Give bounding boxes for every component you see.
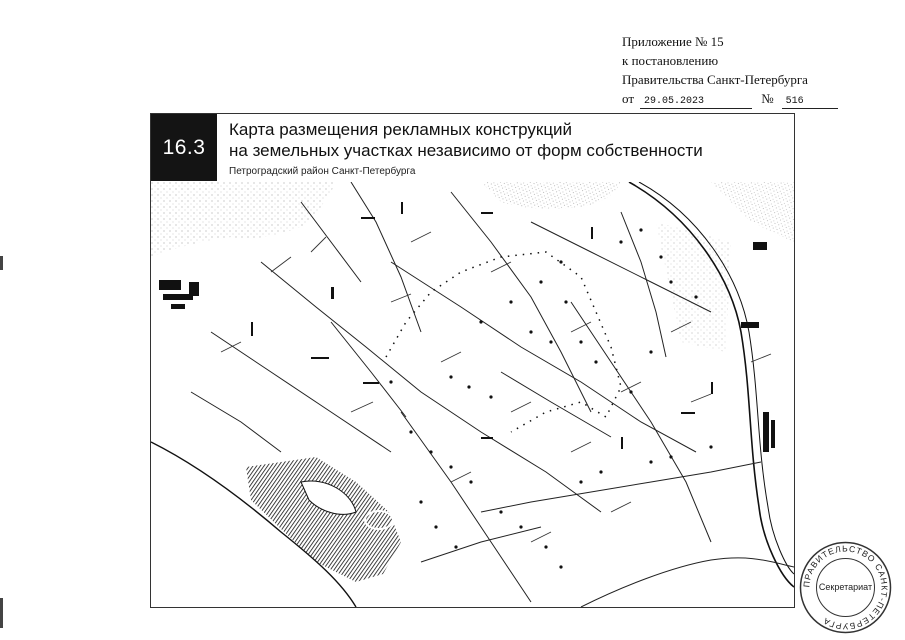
park-hatched [246, 457, 401, 582]
appendix-line-1: Приложение № 15 [622, 34, 724, 49]
appendix-block [622, 32, 852, 109]
from-prefix: от [622, 91, 635, 106]
sheet-number: 16.3 [162, 135, 206, 159]
margin-mark-top [0, 256, 3, 270]
sheet-title-line-2: на земельных участках независимо от форм собственности [229, 141, 703, 160]
seal-center-text: Секретариат [818, 582, 873, 592]
appendix-line-2: к постановлению [622, 53, 719, 68]
margin-mark-bottom [0, 598, 3, 628]
decree-date: 29.05.2023 [640, 96, 752, 109]
map-texture-right [656, 222, 731, 352]
river-bank-bottom [581, 558, 794, 607]
sheet-subtitle: Петроградский район Санкт-Петербурга [229, 166, 416, 177]
sheet-title-block [229, 119, 789, 179]
district-map [151, 182, 794, 607]
ad-site-markers [389, 228, 712, 568]
map-texture-top-left [151, 182, 336, 257]
map-sheet [150, 113, 795, 608]
dense-block-west [159, 280, 199, 309]
official-seal [798, 540, 893, 635]
decree-number: 516 [782, 96, 838, 109]
sheet-number-badge [151, 114, 217, 181]
seal-ring-text: ПРАВИТЕЛЬСТВО САНКТ-ПЕТЕРБУРГА [801, 543, 890, 632]
ad-sites-route [386, 252, 621, 432]
map-texture-top-right [711, 182, 794, 242]
sheet-title-line-1: Карта размещения рекламных конструкций [229, 120, 573, 139]
map-texture-top [481, 182, 621, 209]
number-sign: № [761, 91, 774, 106]
appendix-line-3: Правительства Санкт-Петербурга [622, 72, 808, 87]
appendix-date-row [622, 89, 852, 109]
